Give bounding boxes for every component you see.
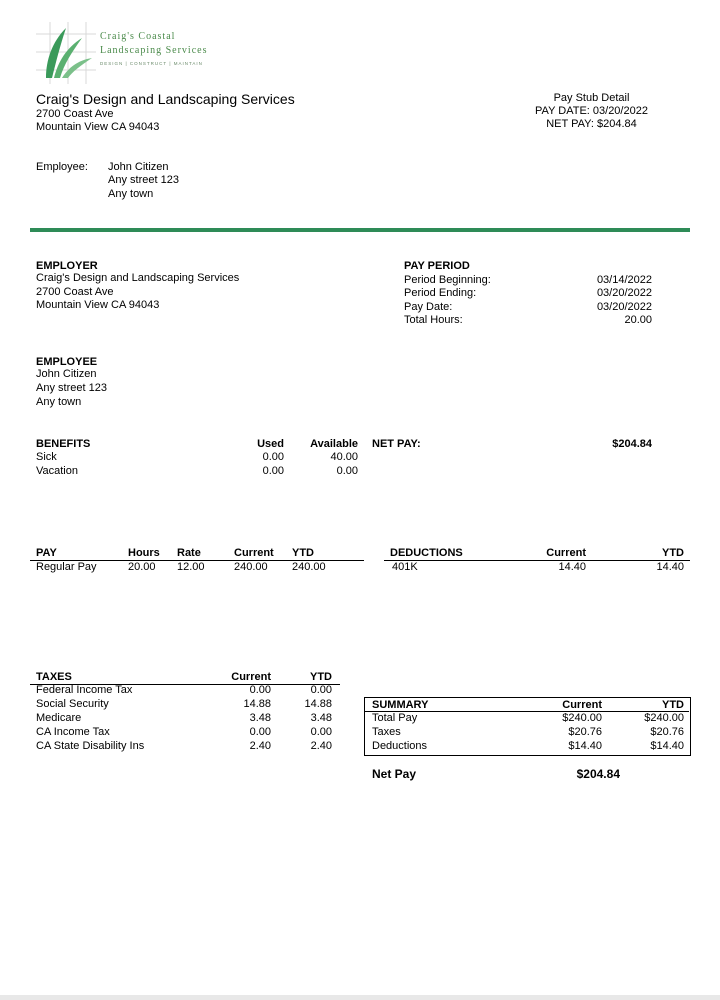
tax-current: 2.40 — [249, 740, 271, 752]
pay-col-rate: Rate — [177, 547, 201, 559]
pay-heading: PAY — [36, 547, 57, 559]
summary-row-name: Taxes — [372, 726, 401, 738]
benefit-available: 40.00 — [330, 451, 358, 463]
pay-period-heading: PAY PERIOD — [404, 260, 470, 272]
pay-date-header: PAY DATE: 03/20/2022 — [535, 105, 648, 117]
employee-street-top: Any street 123 — [108, 174, 179, 186]
summary-heading: SUMMARY — [372, 699, 429, 711]
tax-ytd: 0.00 — [310, 684, 332, 696]
tax-name: Social Security — [36, 698, 109, 710]
logo-text-line1: Craig's Coastal — [100, 31, 176, 42]
logo-text-line2: Landscaping Services — [100, 45, 208, 56]
tax-current: 0.00 — [249, 684, 271, 696]
deductions-heading: DEDUCTIONS — [390, 547, 463, 559]
pay-period-label: Period Ending: — [404, 287, 477, 299]
summary-row-current: $20.76 — [568, 726, 602, 738]
benefit-used: 0.00 — [262, 465, 284, 477]
pay-period-label: Total Hours: — [404, 314, 463, 326]
summary-row-current: $14.40 — [568, 740, 602, 752]
benefit-name: Sick — [36, 451, 57, 463]
pay-col-ytd: YTD — [292, 547, 314, 559]
deductions-col-ytd: YTD — [662, 547, 684, 559]
employer-address2: Mountain View CA 94043 — [36, 299, 160, 311]
benefit-name: Vacation — [36, 465, 78, 477]
employee-street: Any street 123 — [36, 382, 107, 394]
employee-town-top: Any town — [108, 188, 154, 200]
company-address2: Mountain View CA 94043 — [36, 121, 160, 133]
pay-row-rate: 12.00 — [177, 561, 205, 573]
benefits-col-used: Used — [257, 438, 284, 450]
tax-name: CA State Disability Ins — [36, 740, 145, 752]
doc-title: Pay Stub Detail — [553, 92, 630, 104]
pay-period-value: 03/20/2022 — [596, 287, 652, 299]
employee-label: Employee: — [36, 161, 88, 173]
pay-row-ytd: 240.00 — [292, 561, 326, 573]
pay-row-name: Regular Pay — [36, 561, 97, 573]
summary-col-current: Current — [562, 699, 602, 711]
tax-ytd: 2.40 — [310, 740, 332, 752]
employee-town: Any town — [36, 396, 82, 408]
pay-period-value: 20.00 — [624, 314, 652, 326]
summary-row-name: Deductions — [372, 740, 428, 752]
deductions-col-current: Current — [546, 547, 586, 559]
benefits-heading: BENEFITS — [36, 438, 91, 450]
net-pay-value: $204.84 — [612, 438, 652, 450]
summary-row-ytd: $20.76 — [650, 726, 684, 738]
taxes-col-current: Current — [231, 671, 271, 683]
pay-col-hours: Hours — [128, 547, 160, 559]
benefit-used: 0.00 — [262, 451, 284, 463]
leaf-logo-icon — [36, 22, 96, 84]
summary-net-value: $204.84 — [576, 767, 620, 781]
tax-name: Medicare — [36, 712, 82, 724]
net-pay-header: NET PAY: $204.84 — [546, 118, 637, 130]
pay-period-label: Period Beginning: — [404, 274, 491, 286]
deduction-current: 14.40 — [558, 561, 586, 573]
tax-current: 14.88 — [243, 698, 271, 710]
employee-name-top: John Citizen — [108, 161, 169, 173]
taxes-col-ytd: YTD — [310, 671, 332, 683]
pay-period-value: 03/14/2022 — [596, 274, 652, 286]
employer-name: Craig's Design and Landscaping Services — [36, 272, 240, 284]
tax-name: CA Income Tax — [36, 726, 110, 738]
summary-row-ytd: $14.40 — [650, 740, 684, 752]
employee-name: John Citizen — [36, 368, 97, 380]
employer-heading: EMPLOYER — [36, 260, 98, 272]
employee-heading: EMPLOYEE — [36, 356, 98, 368]
tax-name: Federal Income Tax — [36, 684, 133, 696]
benefits-col-available: Available — [310, 438, 358, 450]
net-pay-label: NET PAY: — [372, 438, 421, 450]
logo-tagline: DESIGN | CONSTRUCT | MAINTAIN — [100, 61, 203, 66]
tax-ytd: 3.48 — [310, 712, 332, 724]
page-bottom-edge — [0, 995, 720, 1000]
divider-rule — [30, 228, 690, 232]
benefit-available: 0.00 — [336, 465, 358, 477]
summary-col-ytd: YTD — [662, 699, 684, 711]
summary-row-current: $240.00 — [562, 712, 602, 724]
summary-row-name: Total Pay — [372, 712, 418, 724]
taxes-heading: TAXES — [36, 671, 72, 683]
deduction-ytd: 14.40 — [656, 561, 684, 573]
employer-address1: 2700 Coast Ave — [36, 286, 114, 298]
tax-current: 0.00 — [249, 726, 271, 738]
company-address1: 2700 Coast Ave — [36, 108, 114, 120]
company-name: Craig's Design and Landscaping Services — [36, 91, 295, 107]
summary-net-label: Net Pay — [372, 767, 417, 781]
summary-row-ytd: $240.00 — [644, 712, 684, 724]
pay-period-value: 03/20/2022 — [596, 301, 652, 313]
pay-period-label: Pay Date: — [404, 301, 453, 313]
pay-row-current: 240.00 — [234, 561, 268, 573]
tax-ytd: 0.00 — [310, 726, 332, 738]
deduction-name: 401K — [392, 561, 418, 573]
tax-ytd: 14.88 — [304, 698, 332, 710]
pay-row-hours: 20.00 — [128, 561, 156, 573]
tax-current: 3.48 — [249, 712, 271, 724]
pay-col-current: Current — [234, 547, 274, 559]
